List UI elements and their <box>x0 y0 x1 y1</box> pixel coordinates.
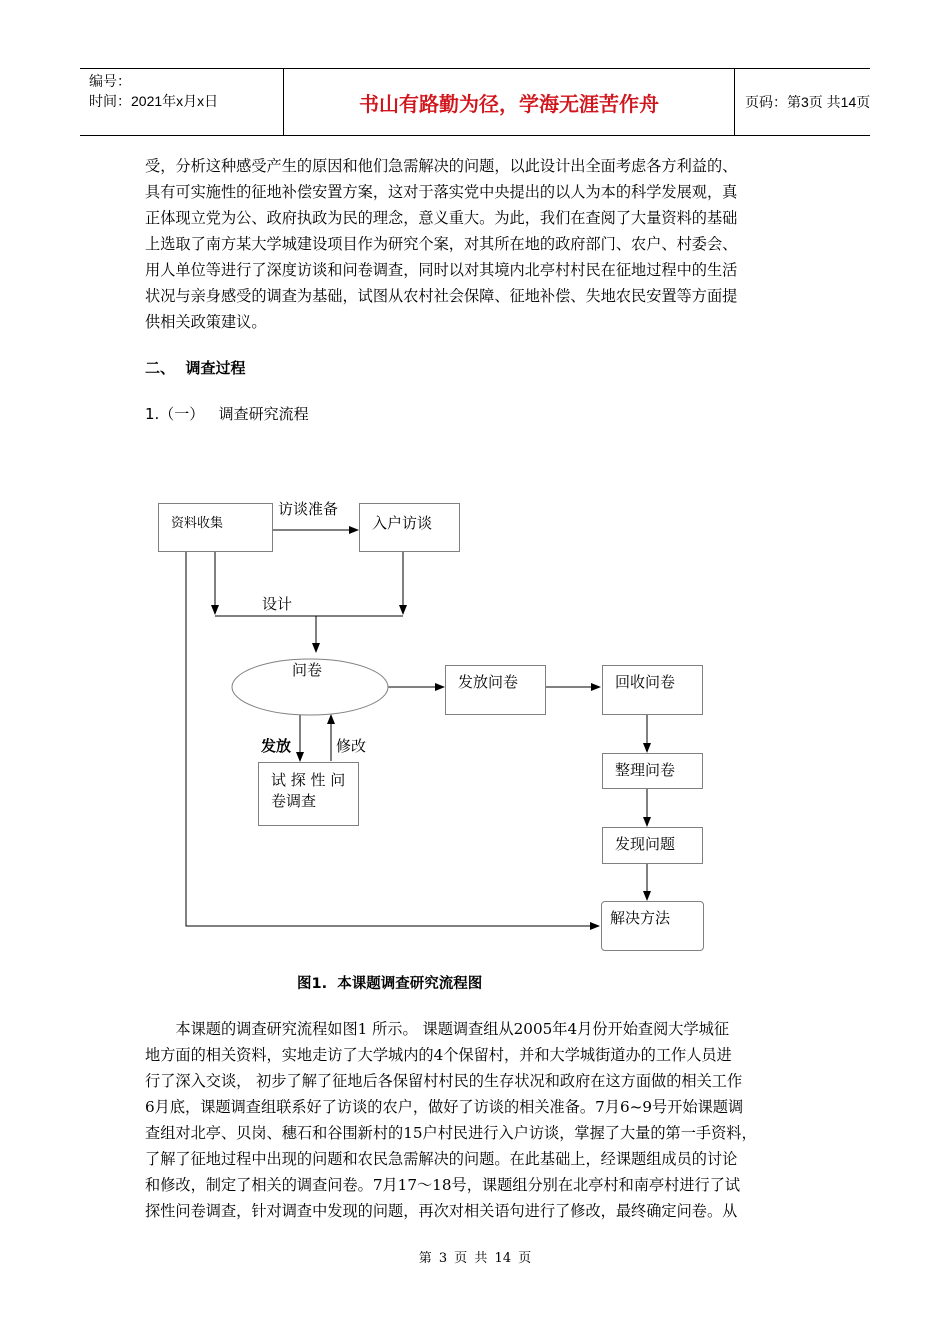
paragraph-line: 上选取了南方某大学城建设项目作为研究个案，对其所在地的政府部门、农户、村委会、 <box>145 235 738 253</box>
label-revise: 修改 <box>336 737 367 755</box>
page-footer: 第 3 页 共 14 页 <box>418 1251 532 1266</box>
paragraph-line: 查组对北亭、贝岗、穗石和谷围新村的15户村民进行入户访谈，掌握了大量的第一手资料， <box>145 1124 757 1142</box>
flowchart-connectors <box>150 495 720 955</box>
paragraph-line: 和修改，制定了相关的调查问卷。7月17～18号，课题组分别在北亭村和南亭村进行了试 <box>145 1176 741 1194</box>
paragraph-line: 本课题的调查研究流程如图1 所示。 课题调查组从2005年4月份开始查阅大学城征 <box>145 1020 730 1038</box>
pilot-line-2: 卷调查 <box>271 792 317 810</box>
section-heading: 二、 调查过程 <box>145 359 246 377</box>
intro-paragraph <box>145 153 813 335</box>
box-distribute: 发放问卷 <box>445 665 546 715</box>
box-discover: 发现问题 <box>602 827 703 864</box>
box-organize: 整理问卷 <box>602 753 703 789</box>
arrow-collect-to-solve <box>186 552 599 926</box>
box-collect-back: 回收问卷 <box>602 665 703 715</box>
paragraph-line: 行了深入交谈， 初步了解了征地后各保留村村民的生存状况和政府在这方面做的相关工作 <box>145 1072 743 1090</box>
paragraph-line: 状况与亲身感受的调查为基础，试图从农村社会保障、征地补偿、失地农民安置等方面提 <box>145 287 738 305</box>
box-pilot-survey <box>258 762 359 826</box>
header-page-code: 页码：第3页 共14页 <box>745 94 871 110</box>
label-design: 设计 <box>262 595 293 613</box>
paragraph-line: 用人单位等进行了深度访谈和问卷调查，同时以对其境内北亭村村民在征地过程中的生活 <box>145 261 738 279</box>
paragraph-line: 供相关政策建议。 <box>145 313 267 331</box>
paragraph-line: 具有可实施性的征地补偿安置方案，这对于落实党中央提出的以人为本的科学发展观，真 <box>145 183 738 201</box>
flowchart <box>150 495 720 955</box>
paragraph-line: 了解了征地过程中出现的问题和农民急需解决的问题。在此基础上，经课题组成员的讨论 <box>145 1150 738 1168</box>
paragraph-line: 地方面的相关资料，实地走访了大学城内的4个保留村，并和大学城街道办的工作人员进 <box>145 1046 732 1064</box>
figure-caption: 图1. 本课题调查研究流程图 <box>297 976 483 992</box>
header-time-label: 时间：2021年x月x日 <box>89 93 219 109</box>
header-meta <box>80 69 283 135</box>
label-prepare: 访谈准备 <box>278 500 339 518</box>
header-number-label: 编号： <box>89 73 131 89</box>
subsection-heading: 1.（一） 调查研究流程 <box>145 405 309 423</box>
header-motto: 书山有路勤为径，学海无涯苦作舟 <box>283 69 735 135</box>
paragraph-line: 受，分析这种感受产生的原因和他们急需解决的问题，以此设计出全面考虑各方利益的、 <box>145 157 738 175</box>
body-paragraph <box>145 1016 805 1224</box>
page-header <box>80 68 870 136</box>
box-solve: 解决方法 <box>601 901 704 951</box>
box-visit: 入户访谈 <box>359 503 460 552</box>
paragraph-line: 正体现立党为公、政府执政为民的理念，意义重大。为此，我们在查阅了大量资料的基础 <box>145 209 738 227</box>
label-questionnaire: 问卷 <box>292 661 323 679</box>
box-collect: 资料收集 <box>158 503 273 552</box>
paragraph-line: 探性问卷调查，针对调查中发现的问题，再次对相关语句进行了修改，最终确定问卷。从 <box>145 1202 738 1220</box>
pilot-line-1: 试 探 性 问 <box>271 771 346 789</box>
paragraph-line: 6月底，课题调查组联系好了访谈的农户，做好了访谈的相关准备。7月6~9号开始课题调 <box>145 1098 744 1116</box>
label-issue: 发放 <box>261 737 292 755</box>
